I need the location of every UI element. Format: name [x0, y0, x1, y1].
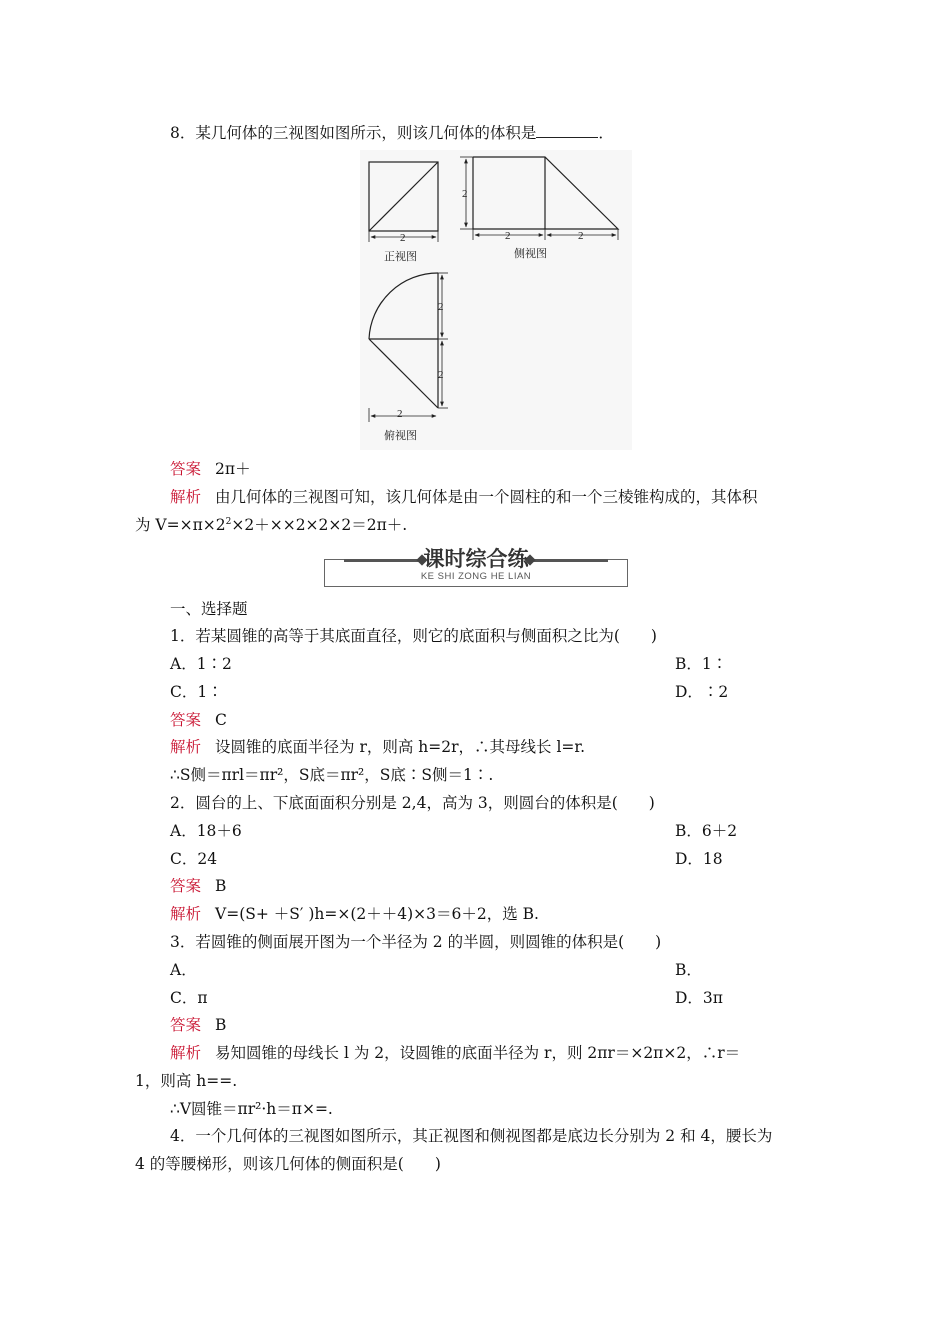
q1-option-c: C．1∶: [170, 683, 223, 701]
section-heading: 一、选择题: [170, 600, 248, 618]
q1-option-a: A．1∶2: [170, 655, 232, 673]
answer-label: 答案: [170, 1016, 202, 1034]
answer-label: 答案: [170, 460, 202, 478]
side-dim-label-2: 2: [578, 230, 584, 242]
q4-text-line-2: 4 的等腰梯形，则该几何体的侧面积是( ): [135, 1155, 441, 1173]
q1-analysis-line-1: [170, 737, 860, 757]
q2-text: 2．圆台的上、下底面面积分别是 2,4，高为 3，则圆台的体积是( ): [170, 794, 655, 812]
side-view-label: 侧视图: [514, 247, 547, 260]
q1-options-row-2: [170, 682, 860, 702]
q2-option-d: D．18: [675, 850, 723, 868]
analysis-text: 由几何体的三视图可知，该几何体是由一个圆柱的和一个三棱锥构成的，其体积: [215, 488, 758, 506]
analysis-text: 易知圆锥的母线长 l 为 2，设圆锥的底面半径为 r，则 2πr＝×2π×2，∴r＝: [215, 1044, 741, 1062]
side-dim-label-1: 2: [505, 230, 511, 242]
section-banner: [324, 547, 628, 587]
q3-analysis-line-3: ∴V圆锥＝πr²·h＝π×=.: [170, 1100, 333, 1118]
q8-answer: [170, 459, 860, 479]
answer-value: C: [215, 711, 227, 729]
answer-blank: [536, 123, 598, 138]
banner-subtitle: KE SHI ZONG HE LIAN: [420, 571, 532, 582]
q3-options-row-2: [170, 988, 860, 1008]
q8-stem: 8．某几何体的三视图如图所示，则该几何体的体积是: [170, 124, 537, 142]
top-dim-label-2: 2: [438, 369, 444, 381]
analysis-label: 解析: [170, 738, 202, 756]
front-view-label: 正视图: [384, 250, 417, 263]
q3-analysis-line-1: [170, 1043, 860, 1063]
q2-option-a: A．18＋6: [170, 822, 242, 840]
q1-option-b: B．1∶: [675, 655, 728, 673]
q3-option-a: A．: [170, 961, 197, 979]
q1-options-row-1: [170, 654, 860, 674]
top-dim-label-1: 2: [438, 301, 444, 313]
q1-text: 1．若某圆锥的高等于其底面直径，则它的底面积与侧面积之比为( ): [170, 627, 657, 645]
analysis-text: 为 V=×π×2: [135, 516, 226, 534]
q1-analysis-line-2: ∴S侧＝πrl＝πr²，S底＝πr²，S底∶S侧＝1∶.: [170, 766, 494, 784]
analysis-text: 设圆锥的底面半径为 r，则高 h=2r，∴其母线长 l=r.: [215, 738, 586, 756]
three-view-figure: [360, 150, 632, 450]
analysis-text: V=(S+ ＋S′ )h=×(2＋＋4)×3＝6＋2，选 B.: [215, 905, 539, 923]
q2-option-c: C．24: [170, 850, 218, 868]
q3-option-b: B．: [675, 961, 702, 979]
q2-options-row-1: [170, 821, 860, 841]
answer-label: 答案: [170, 711, 202, 729]
q4-text-line-1: 4．一个几何体的三视图如图所示，其正视图和侧视图都是底边长分别为 2 和 4，腰长为: [170, 1127, 773, 1145]
answer-value: B: [215, 877, 227, 895]
q8-analysis-line-1: [170, 487, 860, 507]
banner-title: 课时综合练: [423, 547, 529, 571]
answer-value: B: [215, 1016, 227, 1034]
analysis-label: 解析: [170, 1044, 202, 1062]
q3-options-row-1: [170, 960, 860, 980]
q2-answer: [170, 876, 860, 896]
analysis-text: ×2＋××2×2×2＝2π＋.: [231, 516, 408, 534]
analysis-label: 解析: [170, 905, 202, 923]
q8-text: [170, 123, 860, 143]
exponent: 2: [225, 516, 232, 527]
q3-answer: [170, 1015, 860, 1035]
top-view-label: 俯视图: [384, 429, 417, 442]
side-height-label: 2: [462, 188, 468, 200]
q3-text: 3．若圆锥的侧面展开图为一个半径为 2 的半圆，则圆锥的体积是( ): [170, 933, 662, 951]
q2-options-row-2: [170, 849, 860, 869]
front-dim-label: 2: [400, 232, 406, 244]
three-view-drawing: [360, 150, 632, 450]
answer-label: 答案: [170, 877, 202, 895]
q2-analysis-line-1: [170, 904, 860, 924]
q8-tail: ．: [598, 124, 614, 142]
q1-answer: [170, 710, 860, 730]
q1-option-d: D．∶2: [675, 683, 729, 701]
q8-analysis-line-2: [135, 515, 825, 535]
q3-option-d: D．3π: [675, 989, 723, 1007]
answer-value: 2π＋: [215, 460, 251, 478]
top-width-label: 2: [397, 408, 403, 420]
analysis-label: 解析: [170, 488, 202, 506]
q3-analysis-line-2: 1，则高 h==.: [135, 1072, 238, 1090]
q3-option-c: C．π: [170, 989, 208, 1007]
q2-option-b: B．6＋2: [675, 822, 738, 840]
